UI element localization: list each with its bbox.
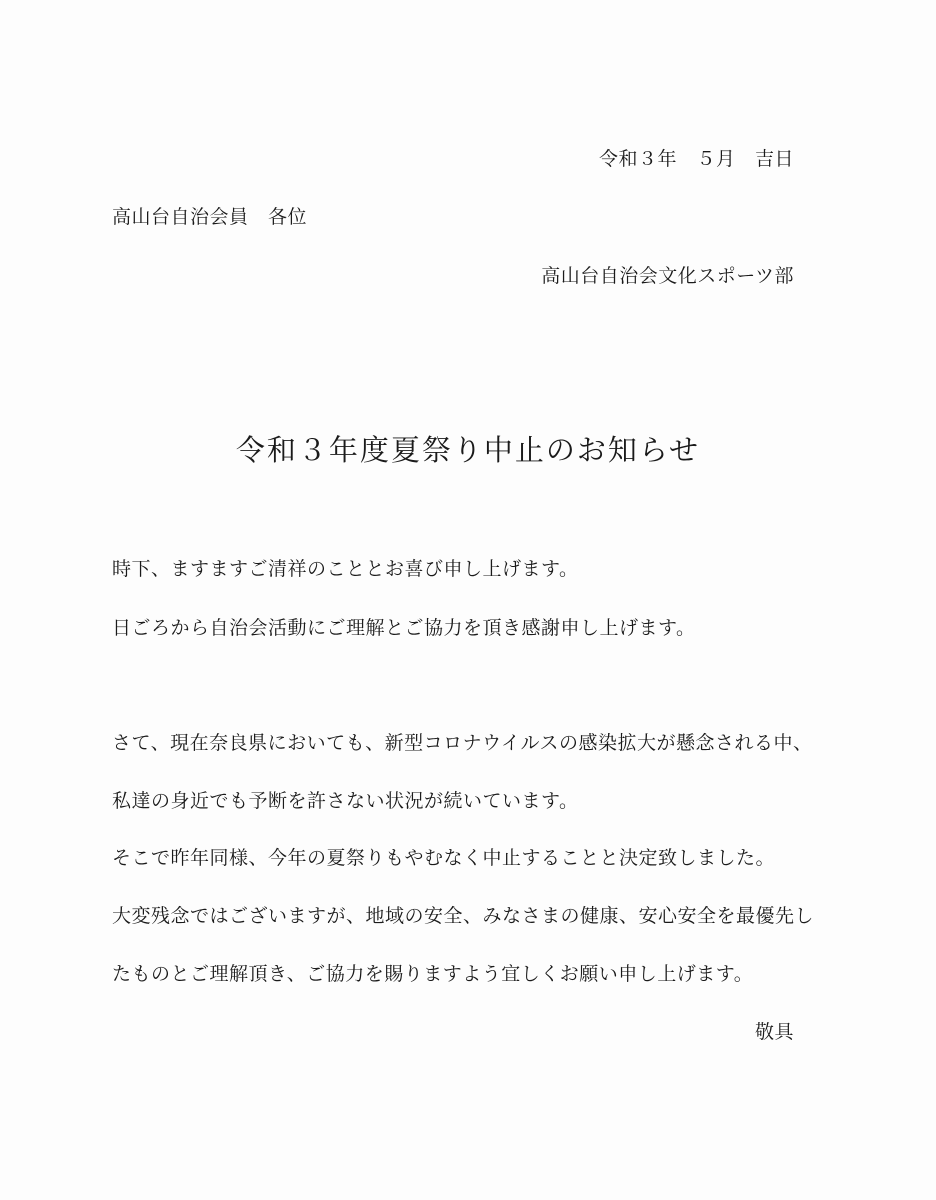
body-line: たものとご理解頂き、ご協力を賜りますよう宜しくお願い申し上げます。 (112, 963, 754, 985)
greeting-line: 日ごろから自治会活動にご理解とご協力を頂き感謝申し上げます。 (112, 617, 696, 639)
sender-line: 高山台自治会文化スポーツ部 (541, 265, 794, 287)
document-title: 令和３年度夏祭り中止のお知らせ (235, 433, 701, 467)
recipient-line: 高山台自治会員 各位 (112, 206, 308, 228)
greeting-line: 時下、ますますご清祥のこととお喜び申し上げます。 (112, 558, 579, 580)
body-line: そこで昨年同様、今年の夏祭りもやむなく中止することと決定致しました。 (112, 847, 776, 869)
date-line: 令和３年 ５月 吉日 (598, 148, 794, 170)
body-line: 私達の身近でも予断を許さない状況が続いています。 (112, 790, 579, 812)
body-line: 大変残念ではございますが、地域の安全、みなさまの健康、安心安全を最優先し (112, 905, 815, 927)
body-line: さて、現在奈良県においても、新型コロナウイルスの感染拡大が懸念される中、 (112, 732, 813, 754)
closing-line: 敬具 (754, 1021, 794, 1043)
